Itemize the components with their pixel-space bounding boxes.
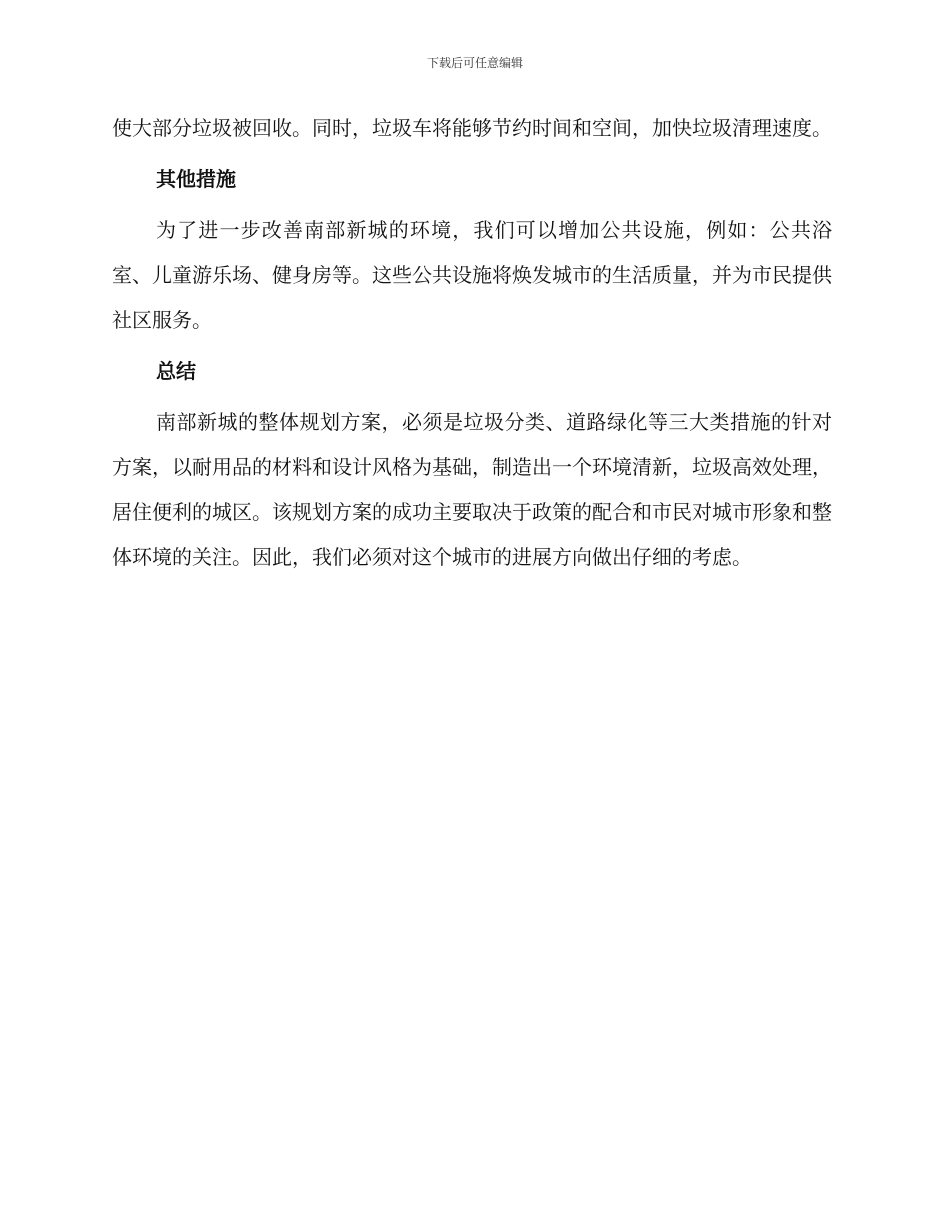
other-measures-paragraph: 为了进一步改善南部新城的环境，我们可以增加公共设施，例如：公共浴室、儿童游乐场、健身房等。这些公共设施将焕发城市的生活质量，并为市民提供社区服务。 — [112, 218, 832, 332]
section-heading-summary: 总结 — [156, 359, 196, 383]
summary-paragraph: 南部新城的整体规划方案，必须是垃圾分类、道路绿化等三大类措施的针对方案，以耐用品的材料和设计风格为基础，制造出一个环境清新，垃圾高效处理，居住便利的城区。该规划方案的成功主要取决于政策的配合和市民对城市形象和整体环境的关注。因此，我们必须对这个城市的进展方向做出仔细的考虑。 — [112, 410, 832, 569]
section-heading-other-measures: 其他措施 — [156, 167, 236, 191]
page-header: 下载后可任意编辑 — [426, 56, 523, 70]
intro-paragraph: 使大部分垃圾被回收。同时，垃圾车将能够节约时间和空间，加快垃圾清理速度。 — [112, 116, 832, 140]
document-body — [112, 106, 832, 586]
